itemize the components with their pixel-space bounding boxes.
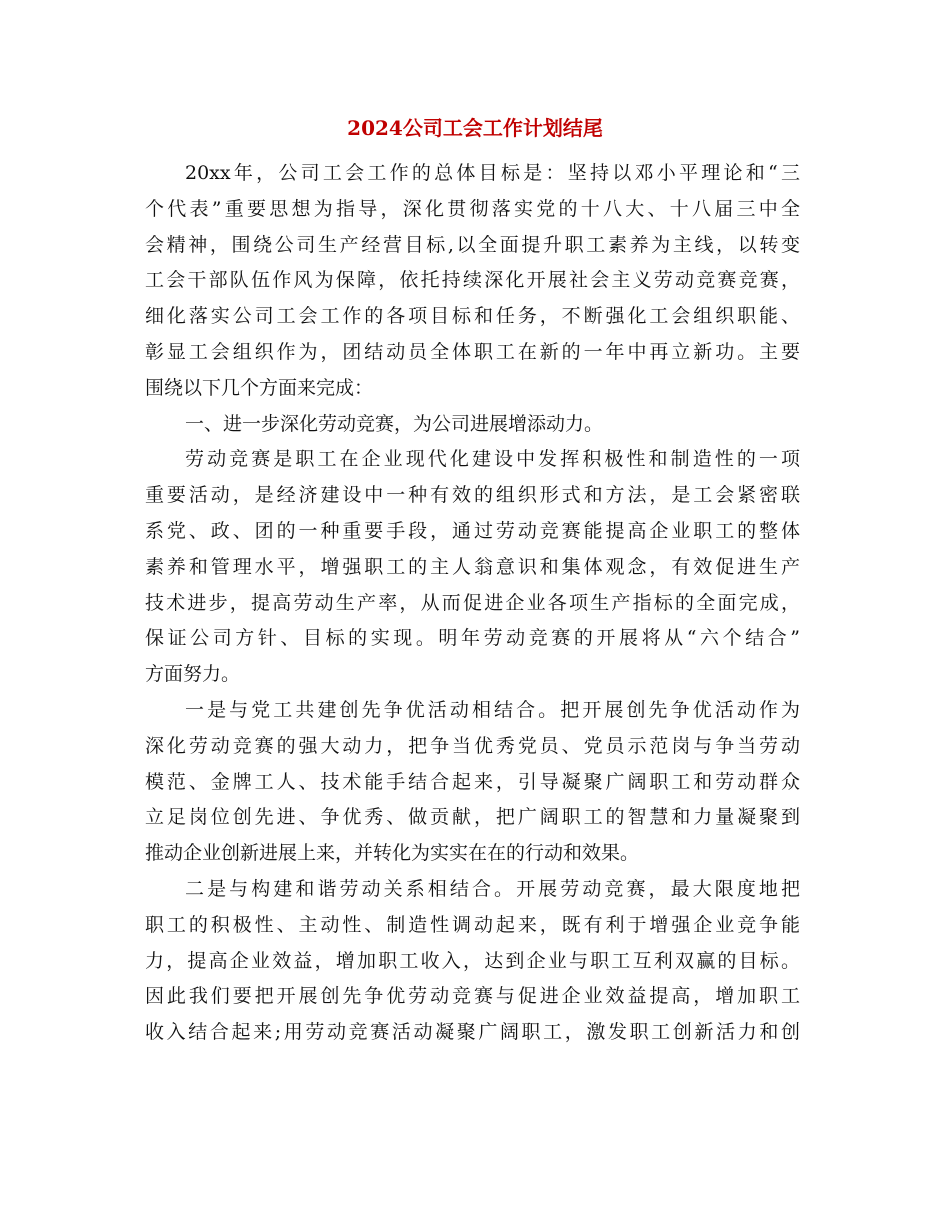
document-title: 2024公司工会工作计划结尾 — [347, 116, 603, 140]
body-line: 二是与构建和谐劳动关系相结合。开展劳动竞赛，最大限度地把 — [185, 877, 800, 900]
body-line: 个代表”重要思想为指导，深化贯彻落实党的十八大、十八届三中全 — [145, 197, 800, 220]
body-line: 技术进步，提高劳动生产率，从而促进企业各项生产指标的全面完成， — [145, 591, 800, 614]
body-line: 彰显工会组织作为，团结动员全体职工在新的一年中再立新功。主要 — [145, 340, 800, 363]
body-line: 推动企业创新进展上来，并转化为实实在在的行动和效果。 — [145, 842, 640, 865]
body-line: 方面努力。 — [145, 663, 241, 686]
body-line: 力，提高企业效益，增加职工收入，达到企业与职工互利双赢的目标。 — [145, 949, 800, 972]
body-line: 劳动竞赛是职工在企业现代化建设中发挥积极性和制造性的一项 — [185, 448, 800, 471]
document-body — [145, 156, 800, 1051]
body-line: 围绕以下几个方面来完成： — [145, 376, 374, 399]
body-line: 收入结合起来;用劳动竞赛活动凝聚广阔职工，激发职工创新活力和创 — [145, 1021, 800, 1044]
body-line: 立足岗位创先进、争优秀、做贡献，把广阔职工的智慧和力量凝聚到 — [145, 806, 800, 829]
body-line: 工会干部队伍作风为保障，依托持续深化开展社会主义劳动竞赛竞赛， — [145, 269, 800, 292]
body-line: 模范、金牌工人、技术能手结合起来，引导凝聚广阔职工和劳动群众 — [145, 770, 800, 793]
body-line: 会精神，围绕公司生产经营目标,以全面提升职工素养为主线，以转变 — [145, 233, 800, 256]
body-line: 一、进一步深化劳动竞赛，为公司进展增添动力。 — [185, 412, 604, 435]
body-line: 细化落实公司工会工作的各项目标和任务，不断强化工会组织职能、 — [145, 305, 800, 328]
body-line: 深化劳动竞赛的强大动力，把争当优秀党员、党员示范岗与争当劳动 — [145, 734, 800, 757]
body-line: 20xx年，公司工会工作的总体目标是：坚持以邓小平理论和“三 — [185, 162, 800, 184]
body-line: 保证公司方针、目标的实现。明年劳动竞赛的开展将从“六个结合” — [145, 627, 800, 650]
body-line: 重要活动，是经济建设中一种有效的组织形式和方法，是工会紧密联 — [145, 484, 800, 507]
body-line: 因此我们要把开展创先争优劳动竞赛与促进企业效益提高，增加职工 — [145, 985, 800, 1008]
body-line: 素养和管理水平，增强职工的主人翁意识和集体观念，有效促进生产 — [145, 555, 800, 578]
body-line: 一是与党工共建创先争优活动相结合。把开展创先争优活动作为 — [185, 698, 800, 721]
body-line: 系党、政、团的一种重要手段，通过劳动竞赛能提高企业职工的整体 — [145, 519, 800, 542]
body-line: 职工的积极性、主动性、制造性调动起来，既有利于增强企业竞争能 — [145, 913, 800, 936]
